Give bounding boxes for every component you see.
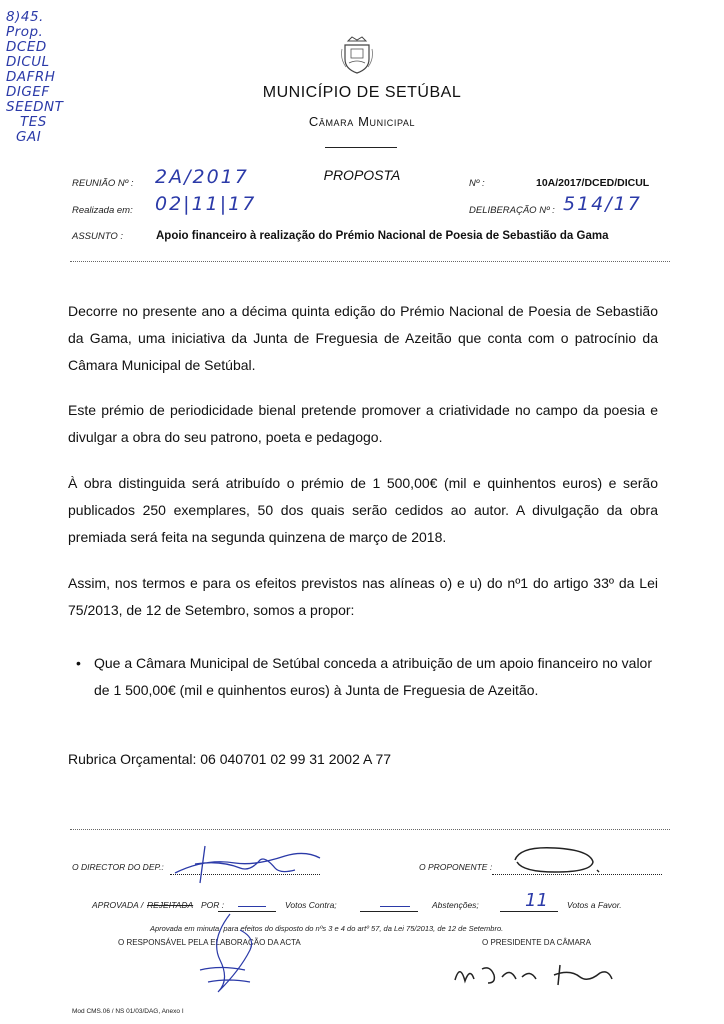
body-paragraph: À obra distinguida será atribuído o prémio de 1 500,00€ (mil e quinhentos euros) e serão publicados 250 exemplares, 50 dos quais serão cedidos ao autor. A divulgação da obra premiada será feita na segunda quinzena de março de 2018. bbox=[68, 475, 658, 545]
hand-note: DCED bbox=[6, 39, 47, 55]
numero-label: Nº : bbox=[469, 178, 485, 189]
assunto-value: Apoio financeiro à realização do Prémio Nacional de Poesia de Sebastião da Gama bbox=[156, 230, 609, 242]
por-label: POR : bbox=[201, 900, 225, 910]
deliberacao-label: DELIBERAÇÃO Nº : bbox=[469, 205, 555, 216]
proponente-label: O PROPONENTE : bbox=[419, 862, 493, 872]
presidente-label: O PRESIDENTE DA CÂMARA bbox=[482, 938, 591, 947]
votos-contra-dash bbox=[238, 906, 266, 907]
proponente-signature bbox=[505, 840, 605, 880]
abstencoes-line bbox=[360, 911, 418, 912]
abstencoes-label: Abstenções; bbox=[432, 900, 479, 910]
bullet-dot: • bbox=[76, 655, 81, 671]
director-label: O DIRECTOR DO DEP.: bbox=[72, 862, 164, 872]
director-signature bbox=[165, 838, 325, 888]
acta-signature bbox=[190, 910, 270, 1000]
footer-divider bbox=[70, 829, 670, 830]
reuniao-label: REUNIÃO Nº : bbox=[72, 178, 134, 189]
realizada-label: Realizada em: bbox=[72, 205, 133, 216]
bullet-text: Que a Câmara Municipal de Setúbal conceda a atribuição de um apoio financeiro no valor de 1 500,00€ (mil e quinhentos euros) à Junta de Freguesia de Azeitão. bbox=[94, 655, 653, 698]
aprovada-minuta-note: Aprovada em minuta, para efeitos do disposto do nºs 3 e 4 do artº 57, da Lei 75/2013, de 12 de Setembro. bbox=[150, 924, 504, 933]
proposal-bullet bbox=[76, 650, 656, 704]
body-paragraph: Decorre no presente ano a décima quinta edição do Prémio Nacional de Poesia de Sebastião da Gama, uma iniciativa da Junta de Freguesia de Azeitão que conta com o patrocínio da Câmara Municipal de Setúbal. bbox=[68, 303, 658, 373]
votos-favor-label: Votos a Favor. bbox=[567, 900, 622, 910]
hand-note: Prop. bbox=[6, 24, 44, 40]
responsavel-acta-label: O RESPONSÁVEL PELA ELABORAÇÃO DA ACTA bbox=[118, 938, 301, 947]
municipality-subtitle: Câmara Municipal bbox=[308, 114, 416, 129]
municipality-title: MUNICÍPIO DE SETÚBAL bbox=[262, 84, 462, 101]
presidente-signature bbox=[450, 955, 620, 995]
hand-note: DIGEF bbox=[6, 84, 50, 100]
assunto-label: ASSUNTO : bbox=[72, 231, 124, 242]
reuniao-value: 2A/2017 bbox=[155, 166, 249, 188]
votos-favor-line bbox=[500, 911, 558, 912]
votos-contra-label: Votos Contra; bbox=[285, 900, 337, 910]
deliberacao-value: 514/17 bbox=[563, 193, 642, 215]
meta-divider bbox=[70, 261, 670, 262]
body-paragraph: Este prémio de periodicidade bienal pretende promover a criatividade no campo da poesia e divulgar a obra do seu patrono, poeta e pedagogo. bbox=[68, 402, 658, 445]
body-paragraph: Assim, nos termos e para os efeitos previstos nas alíneas o) e u) do nº1 do artigo 33º da Lei 75/2013, de 12 de Setembro, somos a propor: bbox=[68, 575, 658, 618]
proposta-heading: PROPOSTA bbox=[323, 167, 401, 183]
hand-note: DAFRH bbox=[6, 69, 56, 85]
votos-favor-value: 11 bbox=[525, 890, 548, 911]
hand-note: GAI bbox=[16, 129, 42, 145]
hand-note: SEEDNT bbox=[6, 99, 64, 115]
abstencoes-dash bbox=[380, 906, 410, 907]
form-reference: Mod CMS.06 / NS 01/03/DAG, Anexo I bbox=[72, 1008, 184, 1015]
hand-note: DICUL bbox=[6, 54, 50, 70]
header-divider bbox=[325, 147, 397, 148]
realizada-value: 02|11|17 bbox=[155, 193, 257, 215]
rubrica-orcamental: Rubrica Orçamental: 06 040701 02 99 31 2002 A 77 bbox=[68, 751, 392, 767]
hand-note: 8)45. bbox=[6, 9, 44, 25]
numero-value: 10A/2017/DCED/DICUL bbox=[536, 177, 650, 189]
coat-of-arms-icon bbox=[340, 35, 374, 75]
aprovada-label: APROVADA / bbox=[92, 900, 144, 910]
rejeitada-label: REJEITADA bbox=[147, 900, 194, 910]
hand-note: TES bbox=[20, 114, 47, 130]
